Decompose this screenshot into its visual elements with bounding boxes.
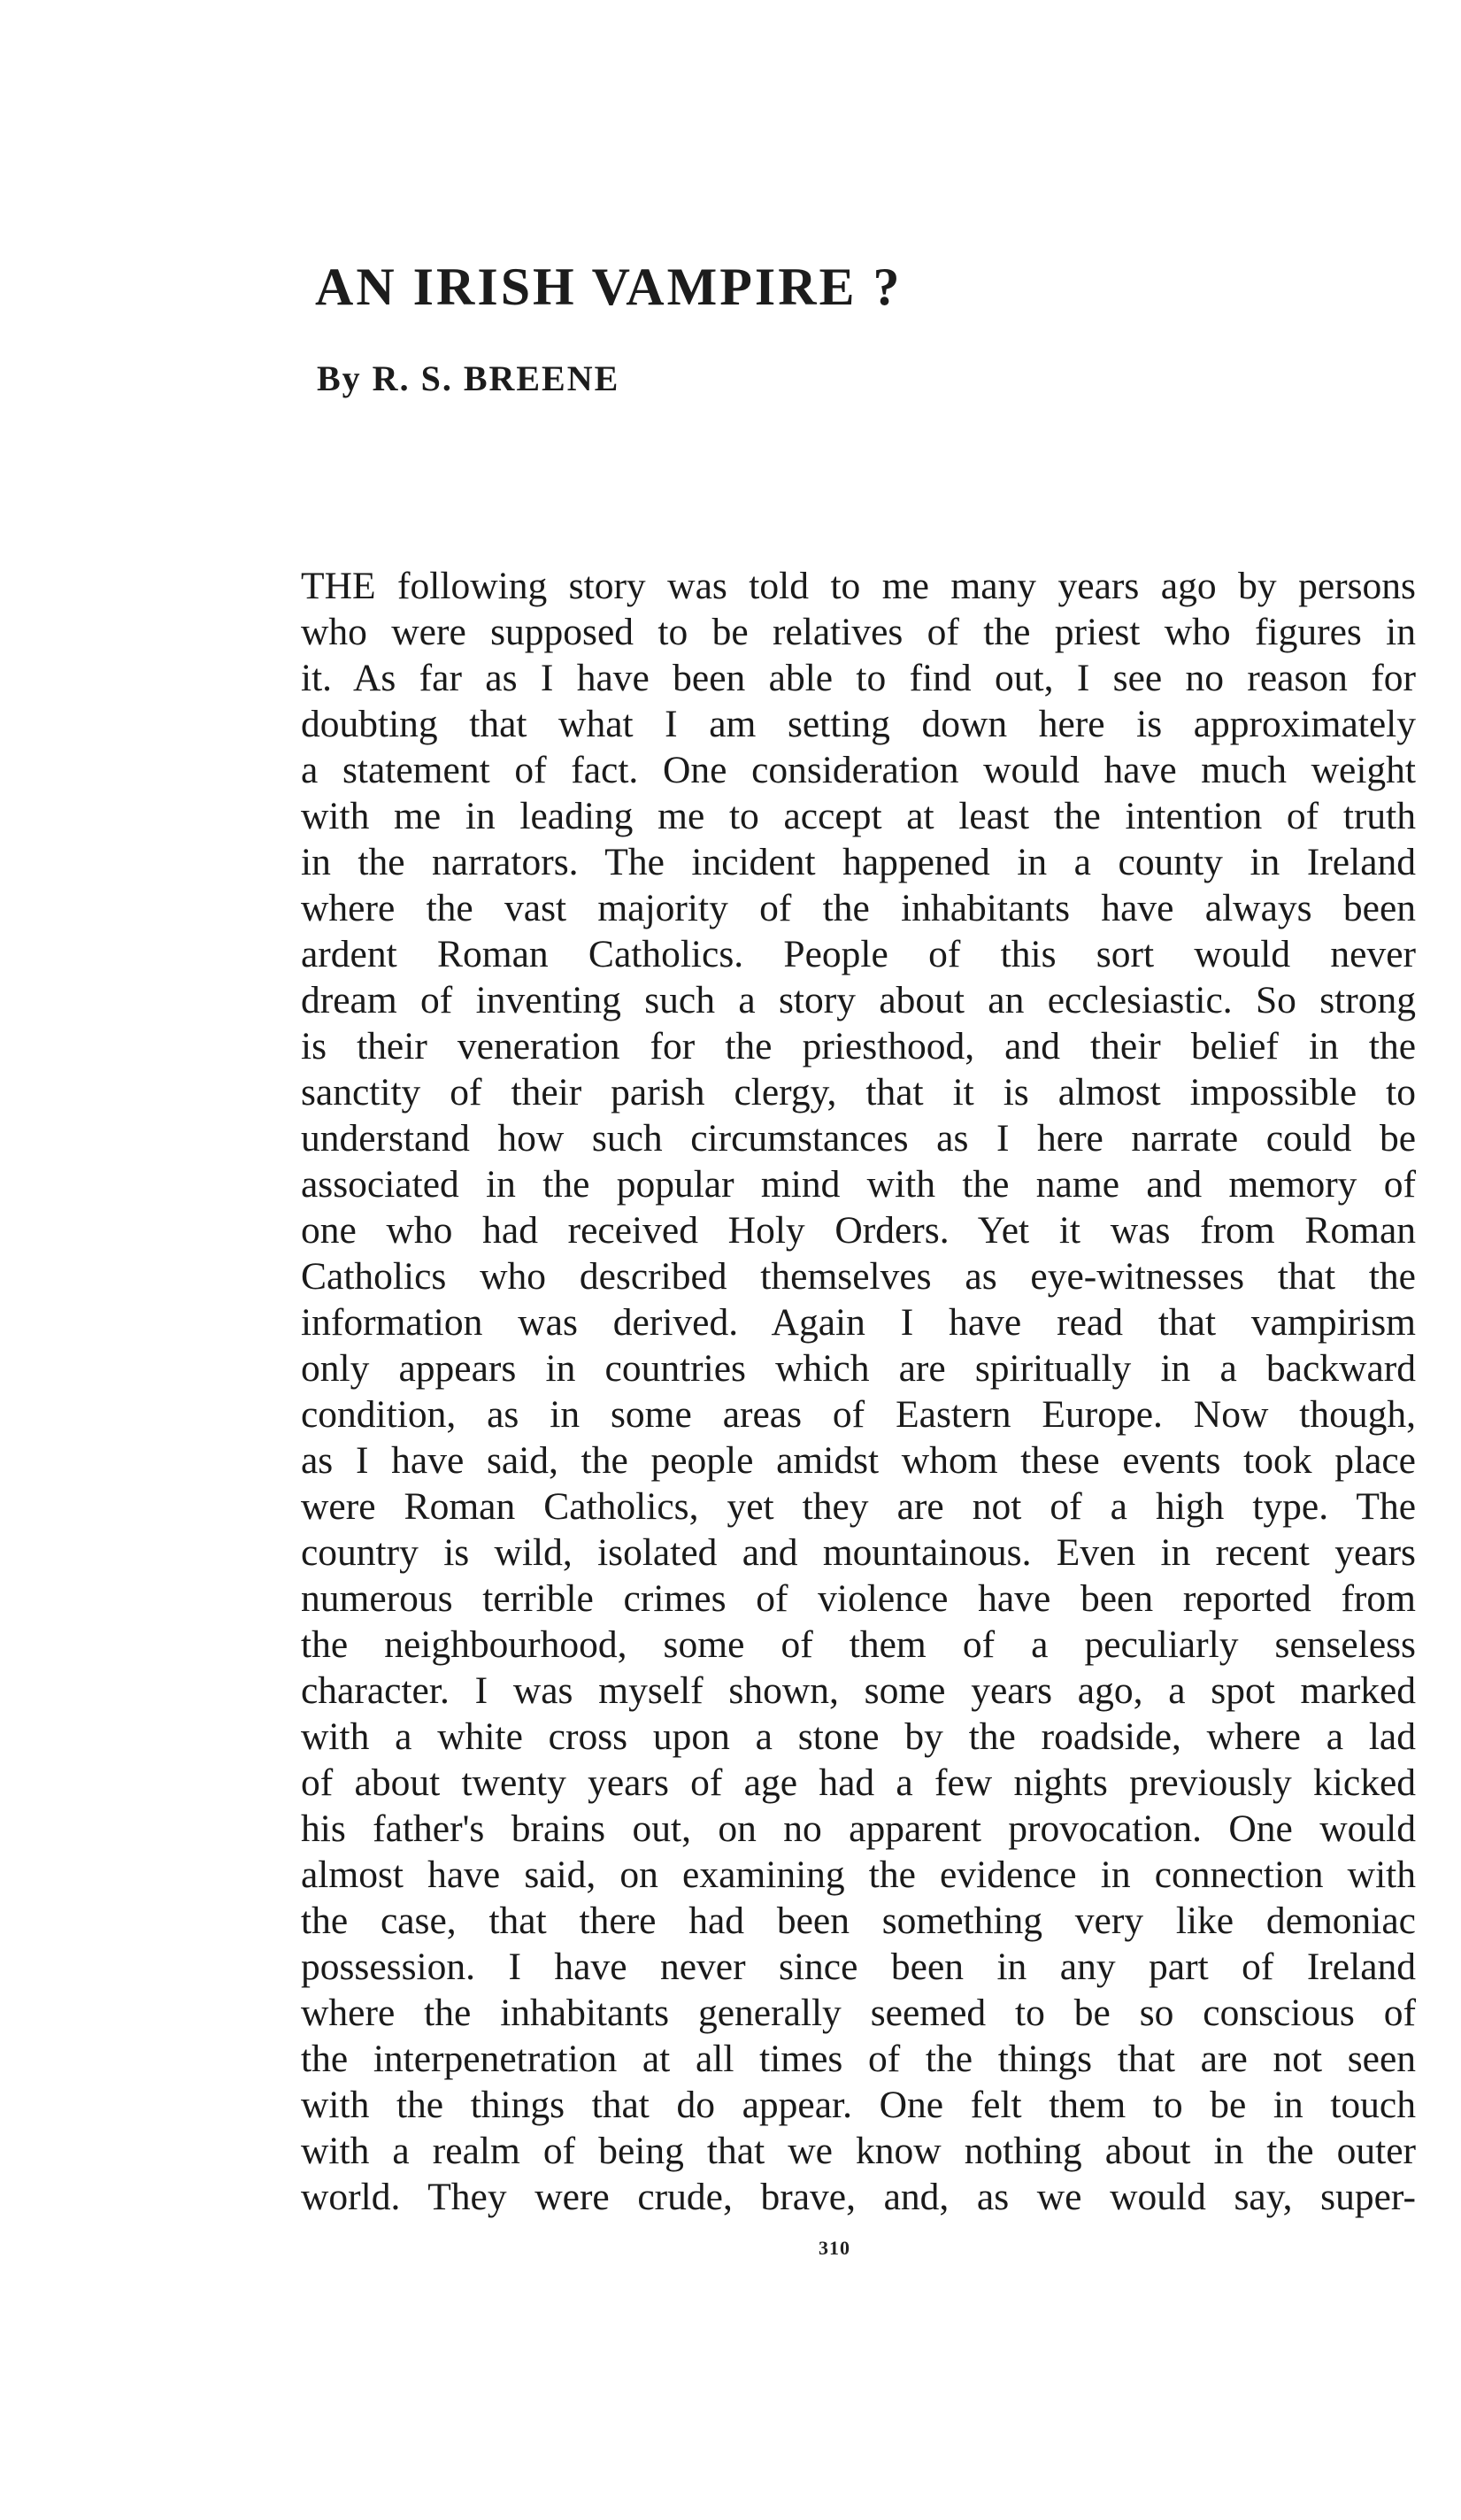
body-line: where the vast majority of the inhabitants have always been [301, 887, 1416, 929]
body-line: where the inhabitants generally seemed to be so conscious of [301, 1992, 1416, 2034]
body-line: world. They were crude, brave, and, as we would say, super- [301, 2176, 1416, 2218]
body-line: one who had received Holy Orders. Yet it was from Roman [301, 1209, 1416, 1252]
body-line: THE following story was told to me many years ago by persons [301, 565, 1416, 607]
article-body [301, 563, 1416, 2220]
body-line: were Roman Catholics, yet they are not of a high type. The [301, 1485, 1416, 1528]
body-line: with a realm of being that we know nothing about in the outer [301, 2130, 1416, 2172]
body-line: it. As far as I have been able to find out, I see no reason for [301, 657, 1416, 699]
body-line: Catholics who described themselves as eye-witnesses that the [301, 1255, 1416, 1298]
body-line: numerous terrible crimes of violence have been reported from [301, 1577, 1416, 1620]
page-number: 310 [819, 2237, 850, 2259]
body-line: his father's brains out, on no apparent provocation. One would [301, 1807, 1416, 1850]
body-line: sanctity of their parish clergy, that it is almost impossible to [301, 1071, 1416, 1114]
body-line: ardent Roman Catholics. People of this sort would never [301, 933, 1416, 975]
body-line: condition, as in some areas of Eastern Europe. Now though, [301, 1393, 1416, 1436]
body-line: the case, that there had been something very like demoniac [301, 1900, 1416, 1942]
body-line: in the narrators. The incident happened in a county in Ireland [301, 841, 1416, 883]
body-line: is their veneration for the priesthood, and their belief in the [301, 1025, 1416, 1067]
body-line: doubting that what I am setting down here is approximately [301, 703, 1416, 745]
body-line: with me in leading me to accept at least the intention of truth [301, 795, 1416, 837]
body-line: the neighbourhood, some of them of a peculiarly senseless [301, 1623, 1416, 1666]
body-line: information was derived. Again I have read that vampirism [301, 1301, 1416, 1344]
body-line: with a white cross upon a stone by the roadside, where a lad [301, 1715, 1416, 1758]
body-line: possession. I have never since been in any part of Ireland [301, 1946, 1416, 1988]
body-line: the interpenetration at all times of the things that are not seen [301, 2038, 1416, 2080]
body-line: understand how such circumstances as I here narrate could be [301, 1117, 1416, 1160]
body-line: of about twenty years of age had a few nights previously kicked [301, 1761, 1416, 1804]
body-line: country is wild, isolated and mountainous. Even in recent years [301, 1531, 1416, 1574]
body-line: a statement of fact. One consideration would have much weight [301, 749, 1416, 791]
article-title: AN IRISH VAMPIRE ? [315, 258, 903, 316]
body-line: as I have said, the people amidst whom these events took place [301, 1439, 1416, 1482]
body-line: only appears in countries which are spiritually in a backward [301, 1347, 1416, 1390]
body-line: dream of inventing such a story about an ecclesiastic. So strong [301, 979, 1416, 1021]
body-line: character. I was myself shown, some years ago, a spot marked [301, 1669, 1416, 1712]
article-byline: By R. S. BREENE [317, 358, 620, 398]
body-line: associated in the popular mind with the name and memory of [301, 1163, 1416, 1206]
body-line: who were supposed to be relatives of the priest who figures in [301, 611, 1416, 653]
body-line: almost have said, on examining the evidence in connection with [301, 1853, 1416, 1896]
body-line: with the things that do appear. One felt them to be in touch [301, 2084, 1416, 2126]
